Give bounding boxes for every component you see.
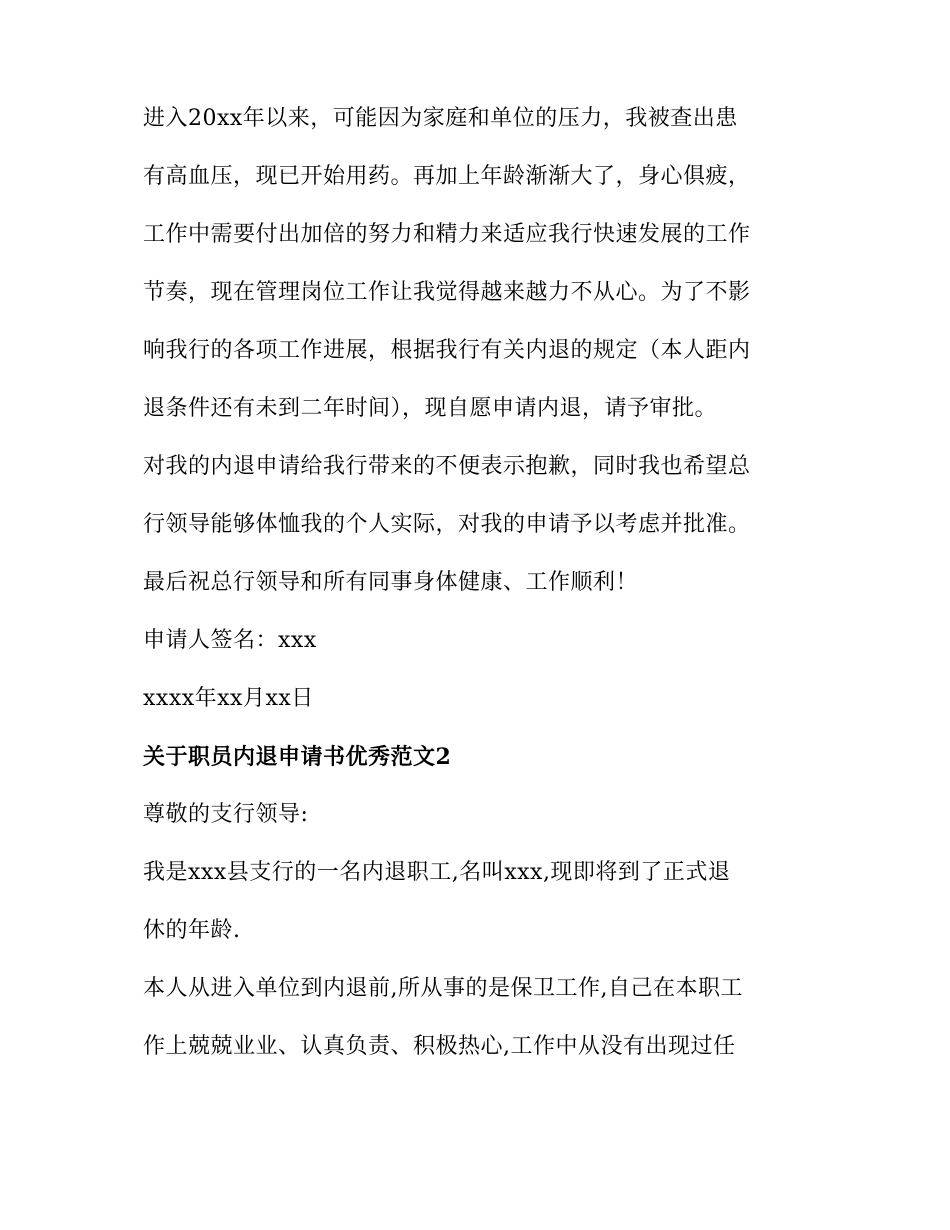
paragraph-line: 作上兢兢业业、认真负责、积极热心,工作中从没有出现过任 — [143, 1034, 736, 1059]
date-line: xxxx年xx月xx日 — [143, 686, 314, 711]
paragraph-line: 节奏，现在管理岗位工作让我觉得越来越力不从心。为了不影 — [143, 280, 751, 305]
paragraph-line: 本人从进入单位到内退前,所从事的是保卫工作,自己在本职工 — [143, 976, 743, 1001]
salutation: 尊敬的支行领导: — [143, 802, 309, 827]
paragraph-line: 有高血压，现已开始用药。再加上年龄渐渐大了，身心俱疲， — [143, 164, 751, 189]
paragraph-line: 休的年龄. — [143, 918, 241, 943]
closing-line: 最后祝总行领导和所有同事身体健康、工作顺利！ — [143, 570, 639, 595]
paragraph-line: 对我的内退申请给我行带来的不便表示抱歉，同时我也希望总 — [143, 454, 751, 479]
paragraph-line: 进入20xx年以来，可能因为家庭和单位的压力，我被查出患 — [143, 106, 738, 131]
paragraph-line: 响我行的各项工作进展，根据我行有关内退的规定（本人距内 — [143, 338, 751, 363]
paragraph-line: 我是xxx县支行的一名内退职工,名叫xxx,现即将到了正式退 — [143, 860, 731, 885]
paragraph-line: 行领导能够体恤我的个人实际，对我的申请予以考虑并批准。 — [143, 512, 751, 537]
section-title: 关于职员内退申请书优秀范文2 — [143, 744, 452, 770]
paragraph-line: 工作中需要付出加倍的努力和精力来适应我行快速发展的工作 — [143, 222, 751, 247]
paragraph-line: 退条件还有未到二年时间），现自愿申请内退，请予审批。 — [143, 396, 718, 421]
signature-line: 申请人签名：xxx — [143, 628, 317, 653]
